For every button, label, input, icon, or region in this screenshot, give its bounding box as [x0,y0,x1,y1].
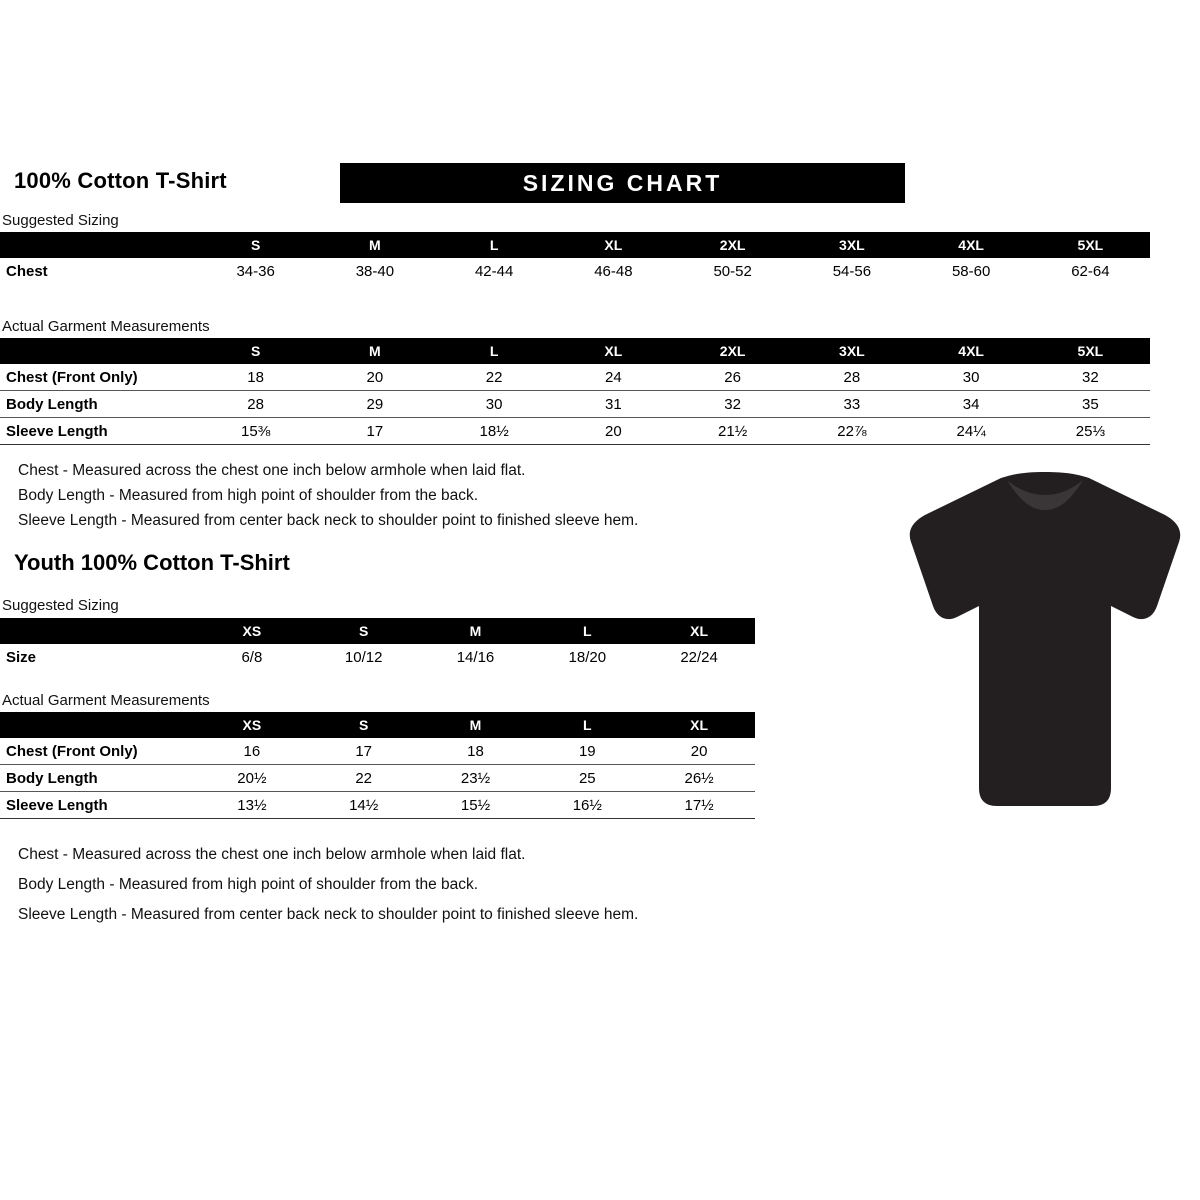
cell: 18 [420,738,532,765]
cell: 22⅞ [792,418,911,445]
cell: 22 [308,765,420,792]
cell: 24 [554,364,673,391]
col-header: M [315,232,434,258]
col-header: XS [196,712,308,738]
col-header: L [531,712,643,738]
col-header: S [308,712,420,738]
table-row [0,418,1150,445]
cell: 20 [315,364,434,391]
col-header: 4XL [912,338,1031,364]
cell: 25⅓ [1031,418,1150,445]
cell: 34 [912,391,1031,418]
sizing-chart-banner [340,163,905,203]
col-header: S [308,618,420,644]
col-header: XL [643,712,755,738]
cell: 15⅜ [196,418,315,445]
adult-suggested-sizing-label: Suggested Sizing [2,212,119,229]
cell: 54-56 [832,262,872,280]
row-label: Body Length [0,765,196,792]
col-header: XL [554,232,673,258]
col-header: M [420,712,532,738]
col-header [0,618,196,644]
cell: 28 [792,364,911,391]
cell: 14½ [308,792,420,819]
cell: 17 [315,418,434,445]
cell: 38-40 [355,262,395,280]
cell: 22 [435,364,554,391]
sizing-chart-banner-label: SIZING CHART [522,169,723,196]
col-header: 5XL [1031,232,1150,258]
table-row [0,391,1150,418]
table-row [0,258,1150,284]
cell: 21½ [673,418,792,445]
cell: 46-48 [594,262,633,280]
cell: 32 [673,391,792,418]
table-row [0,792,755,819]
cell: 25 [531,765,643,792]
table-row [0,644,755,670]
adult-note-body-length: Body Length - Measured from high point of shoulder from the back. [18,487,479,504]
youth-section-title: Youth 100% Cotton T-Shirt [14,550,290,575]
row-label: Chest (Front Only) [0,738,196,765]
youth-note-body-length: Body Length - Measured from high point of shoulder from the back. [18,876,479,893]
adult-suggested-sizing-table [0,232,1150,284]
cell: 42-44 [474,262,514,280]
cell: 10/12 [344,648,383,666]
youth-suggested-sizing-table [0,618,755,670]
col-header: XS [196,618,308,644]
cell: 13½ [196,792,308,819]
col-header: 2XL [673,232,792,258]
col-header: S [196,338,315,364]
col-header: M [420,618,532,644]
row-label: Chest [6,262,48,280]
cell: 17 [308,738,420,765]
cell: 26½ [643,765,755,792]
row-label: Chest (Front Only) [0,364,196,391]
col-header: L [531,618,643,644]
cell: 18½ [435,418,554,445]
row-label: Body Length [0,391,196,418]
cell: 31 [554,391,673,418]
cell: 33 [792,391,911,418]
table-row [0,738,755,765]
adult-actual-measurements-table [0,338,1150,445]
table-header-row [0,232,1150,258]
cell: 18 [196,364,315,391]
cell: 26 [673,364,792,391]
table-header-row [0,618,755,644]
col-header: L [435,232,554,258]
table-row [0,765,755,792]
cell: 16½ [531,792,643,819]
cell: 58-60 [951,262,991,280]
cell: 29 [315,391,434,418]
cell: 20 [554,418,673,445]
col-header: XL [554,338,673,364]
t-shirt-icon [895,470,1195,815]
cell: 20½ [196,765,308,792]
row-label: Sleeve Length [0,792,196,819]
cell: 17½ [643,792,755,819]
row-label: Sleeve Length [0,418,196,445]
cell: 32 [1031,364,1150,391]
adult-note-sleeve-length: Sleeve Length - Measured from center back neck to shoulder point to finished sleeve hem. [18,512,639,529]
row-label: Size [6,648,37,666]
cell: 18/20 [568,648,607,666]
cell: 23½ [420,765,532,792]
adult-section-title: 100% Cotton T-Shirt [14,168,227,193]
col-header: 5XL [1031,338,1150,364]
col-header: S [196,232,315,258]
col-header: 4XL [912,232,1031,258]
cell: 28 [196,391,315,418]
youth-note-chest: Chest - Measured across the chest one inch below armhole when laid flat. [18,846,526,863]
cell: 22/24 [680,648,718,666]
col-header: M [315,338,434,364]
cell: 20 [643,738,755,765]
adult-actual-measurements-label: Actual Garment Measurements [2,318,210,335]
col-header: L [435,338,554,364]
col-header [0,232,196,258]
cell: 30 [912,364,1031,391]
youth-actual-measurements-table [0,712,755,819]
col-header: 3XL [792,232,911,258]
adult-note-chest: Chest - Measured across the chest one inch below armhole when laid flat. [18,462,526,479]
cell: 35 [1031,391,1150,418]
col-header [0,712,196,738]
cell: 30 [435,391,554,418]
youth-actual-measurements-label: Actual Garment Measurements [2,692,210,709]
cell: 50-52 [713,262,752,280]
cell: 34-36 [236,262,275,280]
col-header: 3XL [792,338,911,364]
table-header-row [0,712,755,738]
cell: 15½ [420,792,532,819]
cell: 19 [531,738,643,765]
table-header-row [0,338,1150,364]
cell: 16 [196,738,308,765]
cell: 24¼ [912,418,1031,445]
col-header: XL [643,618,755,644]
col-header [0,338,196,364]
youth-note-sleeve-length: Sleeve Length - Measured from center back neck to shoulder point to finished sleeve hem. [18,906,639,923]
col-header: 2XL [673,338,792,364]
table-row [0,364,1150,391]
cell: 62-64 [1071,262,1110,280]
cell: 6/8 [241,648,263,666]
cell: 14/16 [456,648,495,666]
youth-suggested-sizing-label: Suggested Sizing [2,597,119,614]
t-shirt-illustration [895,470,1195,815]
